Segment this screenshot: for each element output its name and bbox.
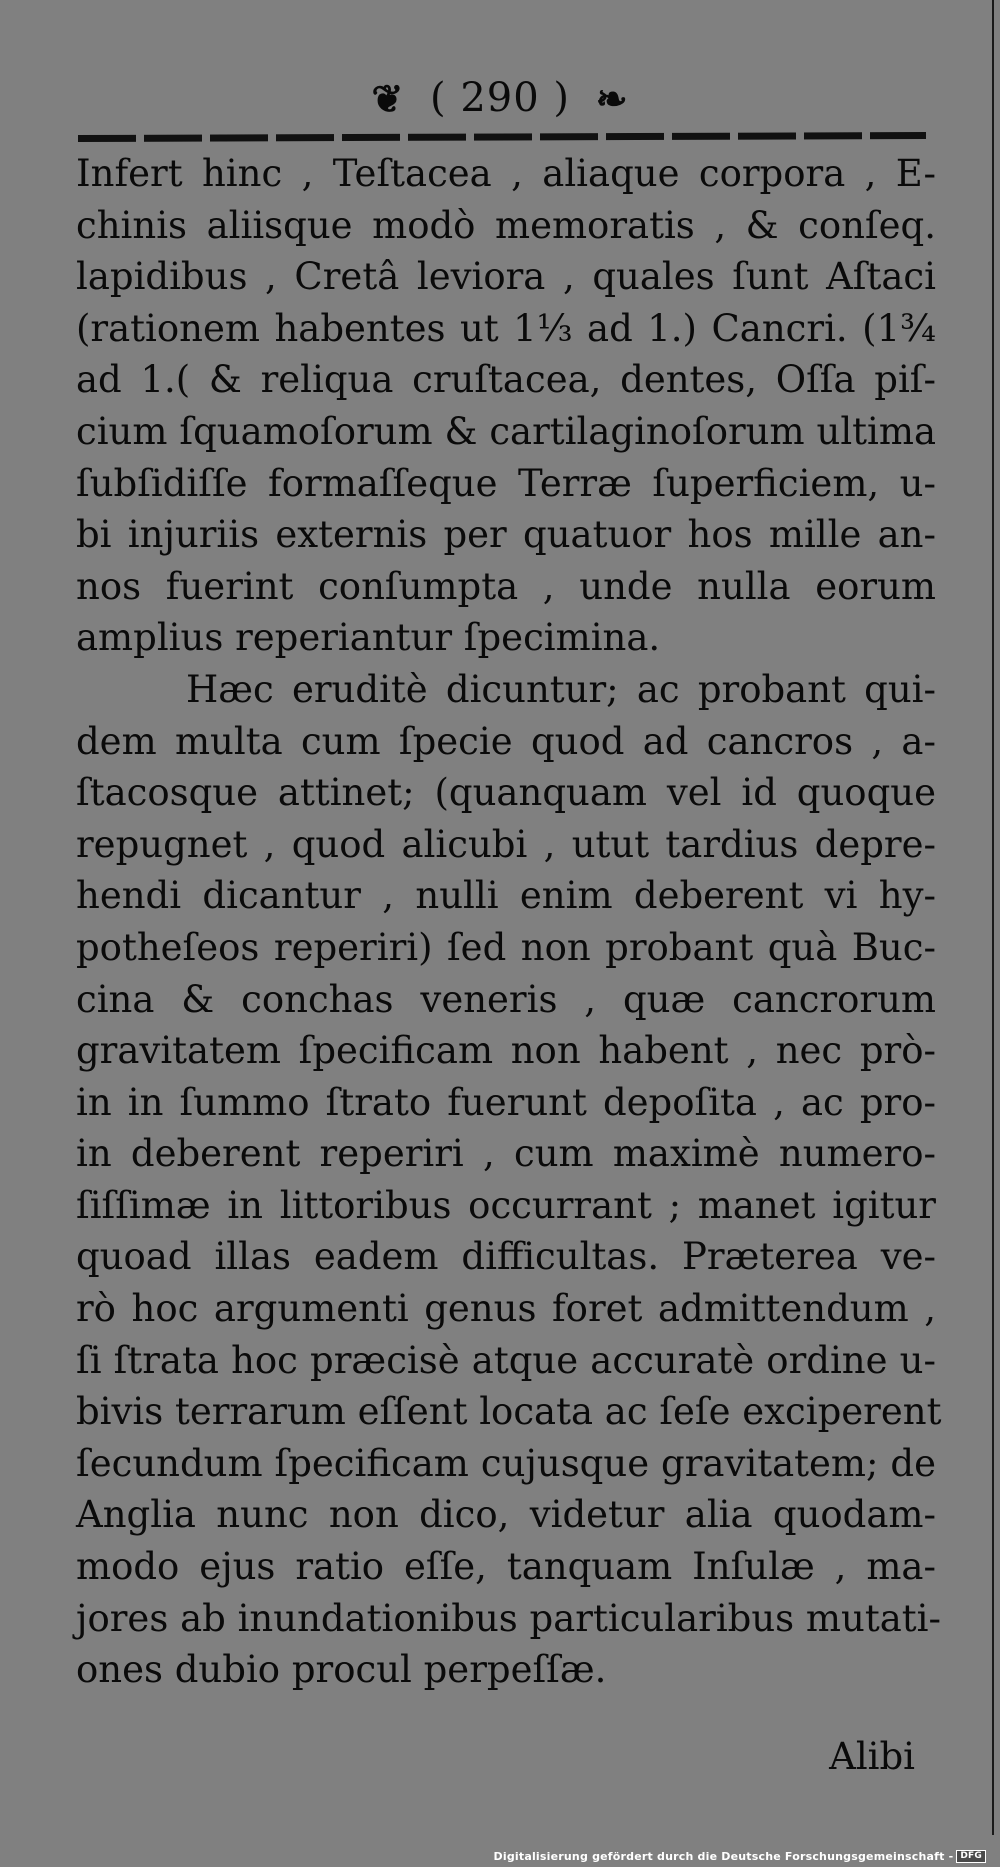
text-line: bi injuriis externis per quatuor hos mille an-: [76, 513, 936, 557]
body-text: [76, 148, 942, 1696]
text-line: ſecundum ſpecificam cujusque gravitatem; de: [76, 1441, 936, 1485]
text-line: modo ejus ratio eſſe, tanquam Inſulæ , ma-: [76, 1545, 936, 1589]
text-line: in deberent reperiri , cum maximè numero-: [76, 1132, 936, 1176]
text-line: ſiſſimæ in littoribus occurrant ; manet igitur: [76, 1183, 936, 1227]
text-line: quoad illas eadem difficultas. Præterea ve-: [76, 1235, 936, 1279]
text-line: cina & conchas veneris , quæ cancrorum: [76, 977, 936, 1021]
page-edge-line: [992, 0, 994, 1835]
text-line: nos fuerint conſumpta , unde nulla eorum: [76, 564, 936, 608]
text-line: jores ab inundationibus particularibus mutati-: [76, 1596, 941, 1640]
text-line: Infert hinc , Teſtacea , aliaque corpora , E-: [76, 152, 936, 195]
text-line: chinis aliisque modò memoratis , & conſeq.: [76, 203, 936, 247]
text-line: gravitatem ſpecificam non habent , nec prò-: [76, 1029, 936, 1073]
text-line: potheſeos reperiri) ſed non probant quà Buc-: [76, 925, 936, 969]
header-rule: [78, 132, 926, 142]
paragraph-start-line: Hæc eruditè dicuntur; ac probant qui-: [186, 667, 936, 711]
text-line: ones dubio procul perpeſſæ.: [76, 1648, 607, 1692]
text-line: dem multa cum ſpecie quod ad cancros , a-: [76, 719, 936, 763]
page-number: ( 290 ): [430, 75, 570, 121]
text-line: (rationem habentes ut 1⅓ ad 1.) Cancri. (1¾: [76, 306, 936, 350]
text-line: in in ſummo ſtrato fuerunt depoſita , ac pro-: [76, 1080, 936, 1124]
footer-text: Digitalisierung gefördert durch die Deutsche Forschungsgemeinschaft -: [493, 1849, 954, 1863]
text-line: bivis terrarum eſſent locata ac ſeſe exciperent: [76, 1390, 942, 1434]
text-line: amplius reperiantur ſpecimina.: [76, 616, 661, 660]
text-line: ſubſidiſſe formaſſeque Terræ ſuperficiem, u-: [76, 461, 936, 505]
text-line: hendi dicantur , nulli enim deberent vi hy-: [76, 874, 936, 918]
text-line: Anglia nunc non dico, videtur alia quodam-: [76, 1493, 936, 1537]
text-line: lapidibus , Cretâ leviora , quales ſunt Aſtaci: [76, 255, 936, 299]
text-line: ſi ſtrata hoc præcisè atque accuratè ordine u-: [76, 1338, 936, 1382]
text-line: ad 1.( & reliqua cruſtacea, dentes, Oſſa piſ-: [76, 358, 936, 402]
ornament-left-icon: ❦: [371, 75, 405, 121]
text-line: rò hoc argumenti genus foret admittendum ,: [76, 1287, 936, 1331]
text-line: repugnet , quod alicubi , utut tardius depre-: [76, 822, 936, 866]
text-line: ſtacosque attinet; (quanquam vel id quoque: [76, 771, 936, 815]
text-line: cium ſquamoſorum & cartilaginoſorum ultima: [76, 409, 936, 453]
ornament-right-icon: ❧: [595, 75, 629, 121]
dfg-logo-icon: DFG: [956, 1850, 986, 1863]
page-header: [0, 72, 1000, 121]
catchword: Alibi: [829, 1735, 915, 1778]
digitization-footer: [494, 1850, 986, 1864]
